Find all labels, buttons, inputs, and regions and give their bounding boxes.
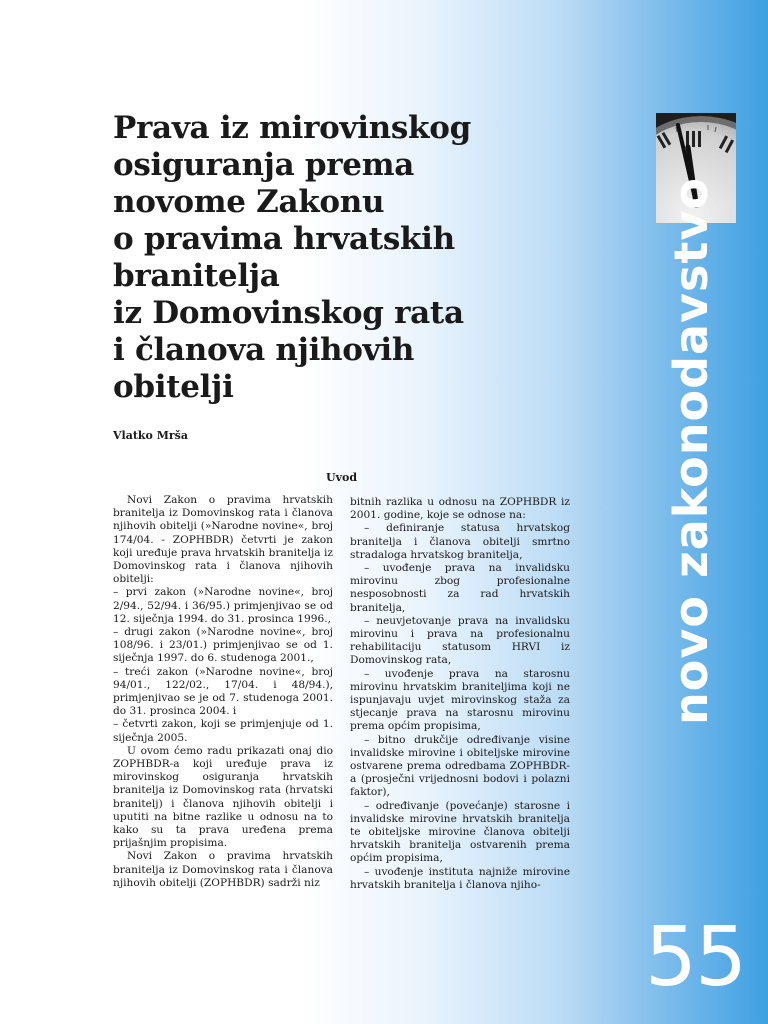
body-paragraph: – uvođenje prava na invalidsku mirovinu zbog profesionalne nesposobnosti za rad hrvatskih branitelja, — [350, 562, 570, 614]
text-column-left — [113, 494, 333, 890]
body-paragraph: – treći zakon (»Narodne novine«, broj 94/01., 122/02., 17/04. i 48/94.), primjenjivao se je od 7. studenoga 2001. do 31. prosinca 2004. i — [113, 665, 333, 718]
body-paragraph: – definiranje statusa hrvatskog branitelja i članova obitelji smrtno stradaloga hrvatskog branitelja, — [350, 522, 570, 561]
text-column-right — [350, 496, 570, 892]
title-line: obitelji — [113, 369, 234, 405]
title-line: o pravima hrvatskih — [113, 221, 455, 257]
body-paragraph: – neuvjetovanje prava na invalidsku mirovinu i prava na profesionalnu rehabilitaciju statusom HRVI iz Domovinskog rata, — [350, 614, 570, 667]
body-paragraph: bitnih razlika u odnosu na ZOPHBDR iz 2001. godine, koje se odnose na: — [350, 496, 570, 522]
title-line: Prava iz mirovinskog — [113, 110, 471, 146]
author-name: Vlatko Mrša — [113, 429, 189, 442]
body-paragraph: – bitno drukčije određivanje visine invalidske mirovine i obiteljske mirovine ostvarene prema odredbama ZOPHBDR-a (prosječni vrijednosni bodovi i polazni faktor), — [350, 733, 570, 799]
article-title — [113, 110, 533, 406]
body-paragraph: – prvi zakon (»Narodne novine«, broj 2/94., 52/94. i 36/95.) primjenjivao se od 12. siječnja 1994. do 31. prosinca 1996., — [113, 586, 333, 625]
body-paragraph: – uvođenje prava na starosnu mirovinu hrvatskim braniteljima koji ne ispunjavaju uvjet mirovinskog staža za stjecanje prava na starosnu mirovinu prema općim propisima, — [350, 667, 570, 733]
title-line: novome Zakonu — [113, 184, 385, 220]
body-paragraph: – uvođenje instituta najniže mirovine hrvatskih branitelja i članova njiho- — [350, 865, 570, 891]
body-paragraph: U ovom ćemo radu prikazati onaj dio ZOPHBDR-a koji uređuje prava iz mirovinskog osiguranja hrvatskih branitelja iz Domovinskog rata (hrvatski branitelj) i članova njihovih obitelji i uputiti na bitne razlike u odnosu na to kako su ta prava uređena prema prijašnjim propisima. — [113, 744, 333, 850]
body-paragraph: – određivanje (povećanje) starosne i invalidske mirovine hrvatskih branitelja te obiteljske mirovine članova obitelji hrvatskih branitelja ostvarenih prema općim propisima, — [350, 799, 570, 865]
section-heading: Uvod — [326, 471, 358, 484]
body-paragraph: Novi Zakon o pravima hrvatskih branitelja iz Domovinskog rata i članova njihovih obitelji (»Narodne novine«, broj 174/04. - ZOPHBDR) četvrti je zakon koji uređuje prava hrvatskih branitelja iz Domovinskog rata i članova njihovih obitelji: — [113, 494, 333, 586]
title-line: i članova njihovih — [113, 332, 415, 368]
body-paragraph: Novi Zakon o pravima hrvatskih branitelja iz Domovinskog rata i članova njihovih obitelji (ZOPHBDR) sadrži niz — [113, 850, 333, 889]
body-paragraph: – drugi zakon (»Narodne novine«, broj 108/96. i 23/01.) primjenjivao se od 1. siječnja 1997. do 6. studenoga 2001., — [113, 626, 333, 665]
section-side-label: novo zakonodavstvo — [664, 177, 718, 725]
title-line: branitelja — [113, 258, 280, 294]
page-number: 55 — [644, 910, 746, 1005]
body-paragraph: – četvrti zakon, koji se primjenjuje od 1. siječnja 2005. — [113, 718, 333, 744]
title-line: osiguranja prema — [113, 147, 414, 183]
title-line: iz Domovinskog rata — [113, 295, 464, 331]
